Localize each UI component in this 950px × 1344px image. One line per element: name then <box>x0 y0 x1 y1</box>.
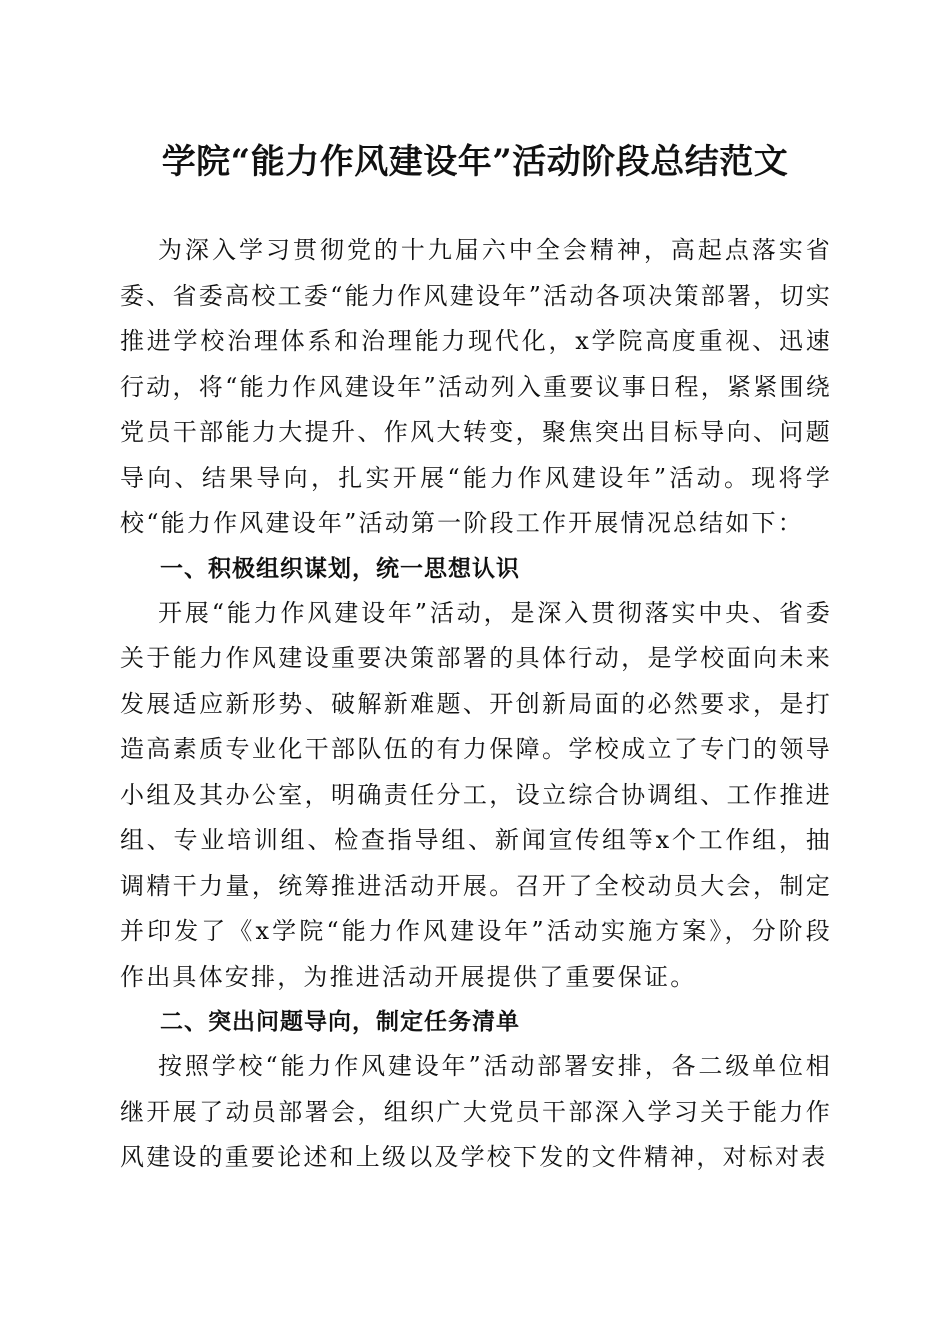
intro-paragraph: 为深入学习贯彻党的十九届六中全会精神，高起点落实省委、省委高校工委“能力作风建设年”活动各项决策部署，切实推进学校治理体系和治理能力现代化，x学院高度重视、迅速行动，将“能力作风建设年”活动列入重要议事日程，紧紧围绕党员干部能力大提升、作风大转变，聚焦突出目标导向、问题导向、结果导向，扎实开展“能力作风建设年”活动。现将学校“能力作风建设年”活动第一阶段工作开展情况总结如下： <box>120 236 832 537</box>
section-1-heading: 一、积极组织谋划，统一思想认识 <box>160 555 520 582</box>
section-2-paragraph: 按照学校“能力作风建设年”活动部署安排，各二级单位相继开展了动员部署会，组织广大党员干部深入学习关于能力作风建设的重要论述和上级以及学校下发的文件精神，对标对表 <box>120 1052 832 1171</box>
document-body <box>120 228 832 1181</box>
section-1-paragraph: 开展“能力作风建设年”活动，是深入贯彻落实中央、省委关于能力作风建设重要决策部署的具体行动，是学校面向未来发展适应新形势、破解新难题、开创新局面的必然要求，是打造高素质专业化干部队伍的有力保障。学校成立了专门的领导小组及其办公室，明确责任分工，设立综合协调组、工作推进组、专业培训组、检查指导组、新闻宣传组等x个工作组，抽调精干力量，统筹推进活动开展。召开了全校动员大会，制定并印发了《x学院“能力作风建设年”活动实施方案》，分阶段作出具体安排，为推进活动开展提供了重要保证。 <box>120 598 832 991</box>
section-2-heading: 二、突出问题导向，制定任务清单 <box>160 1009 520 1035</box>
document-title: 学院“能力作风建设年”活动阶段总结范文 <box>161 142 789 182</box>
